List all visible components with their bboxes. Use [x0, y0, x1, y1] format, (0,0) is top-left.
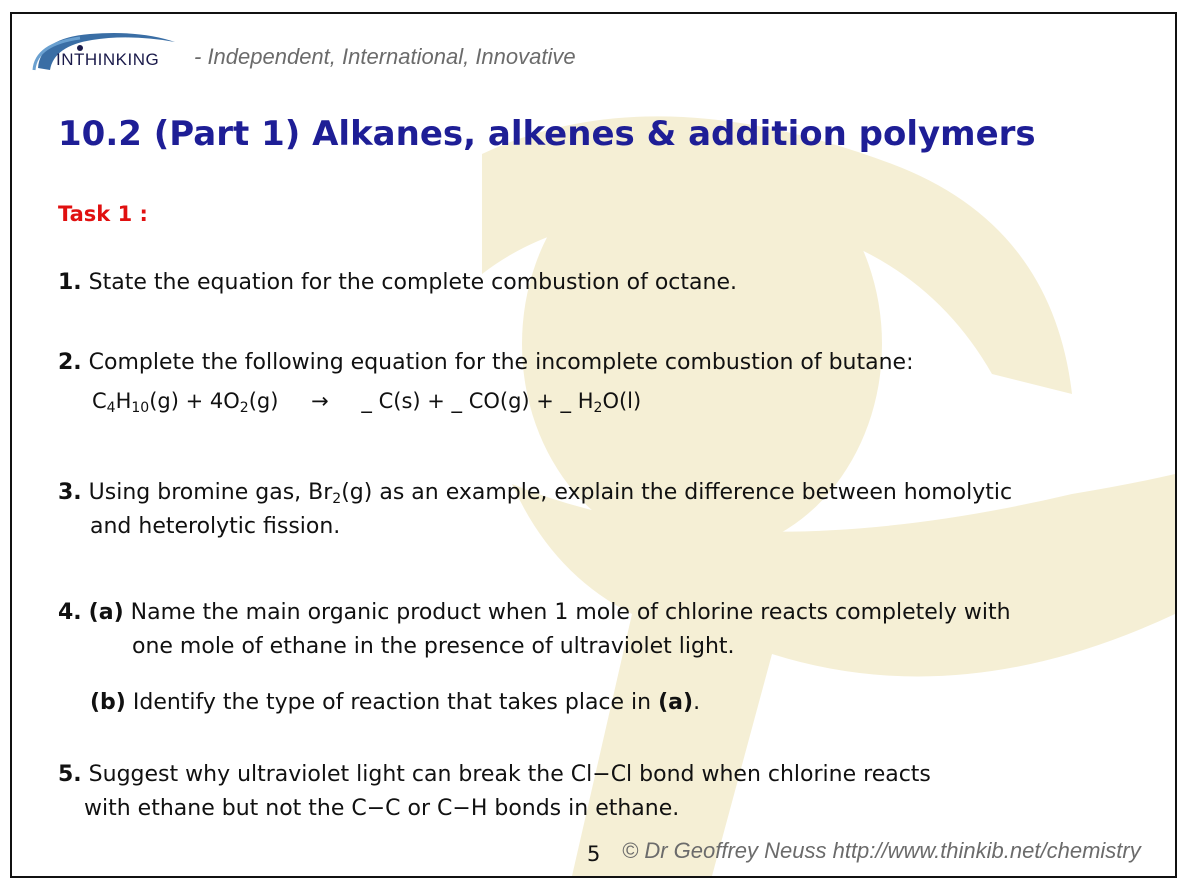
reaction-arrow: → [311, 389, 329, 413]
question-text: Complete the following equation for the incomplete combustion of butane: [88, 350, 914, 375]
question-1 [58, 266, 737, 300]
question-3-line-2: and heterolytic fission. [90, 514, 341, 539]
page-title: 10.2 (Part 1) Alkanes, alkenes & addition polymers [58, 114, 1036, 154]
slide [10, 12, 1177, 878]
question-4b: (b) Identify the type of reaction that takes place in (a). [90, 690, 701, 715]
butane-equation: $C_4H_{10}(g) + 4O_2(g)$ → _ C(s) + _ CO(g) + _ $H_2O(l)$ [92, 389, 642, 416]
question-2 [58, 346, 914, 380]
copyright-link[interactable]: © Dr Geoffrey Neuss http://www.thinkib.net/chemistry [622, 838, 1141, 863]
question-5-line-2: with ethane but not the C−C or C−H bonds in ethane. [84, 796, 680, 821]
part-label: (a) [88, 600, 124, 625]
question-number: 3. [58, 480, 82, 505]
question-number: 1. [58, 270, 82, 295]
task-label: Task 1 : [58, 202, 148, 226]
question-number: 2. [58, 350, 82, 375]
question-text: State the equation for the complete combustion of octane. [88, 270, 737, 295]
question-3: 3. Using bromine gas, $Br_2(g)$ as an example, explain the difference between homolytic [58, 480, 1013, 507]
question-4a-line-2: one mole of ethane in the presence of ultraviolet light. [132, 634, 735, 659]
question-number: 5. [58, 762, 82, 787]
question-number: 4. [58, 600, 82, 625]
question-4a: 4. (a) Name the main organic product when 1 mole of chlorine reacts completely with [58, 600, 1011, 625]
page-number: 5 [587, 842, 601, 866]
part-label: (b) [90, 690, 126, 715]
logo-text: INTHINKING [56, 50, 160, 69]
tagline: - Independent, International, Innovative [194, 44, 576, 69]
question-5: 5. Suggest why ultraviolet light can break the Cl−Cl bond when chlorine reacts [58, 762, 931, 787]
